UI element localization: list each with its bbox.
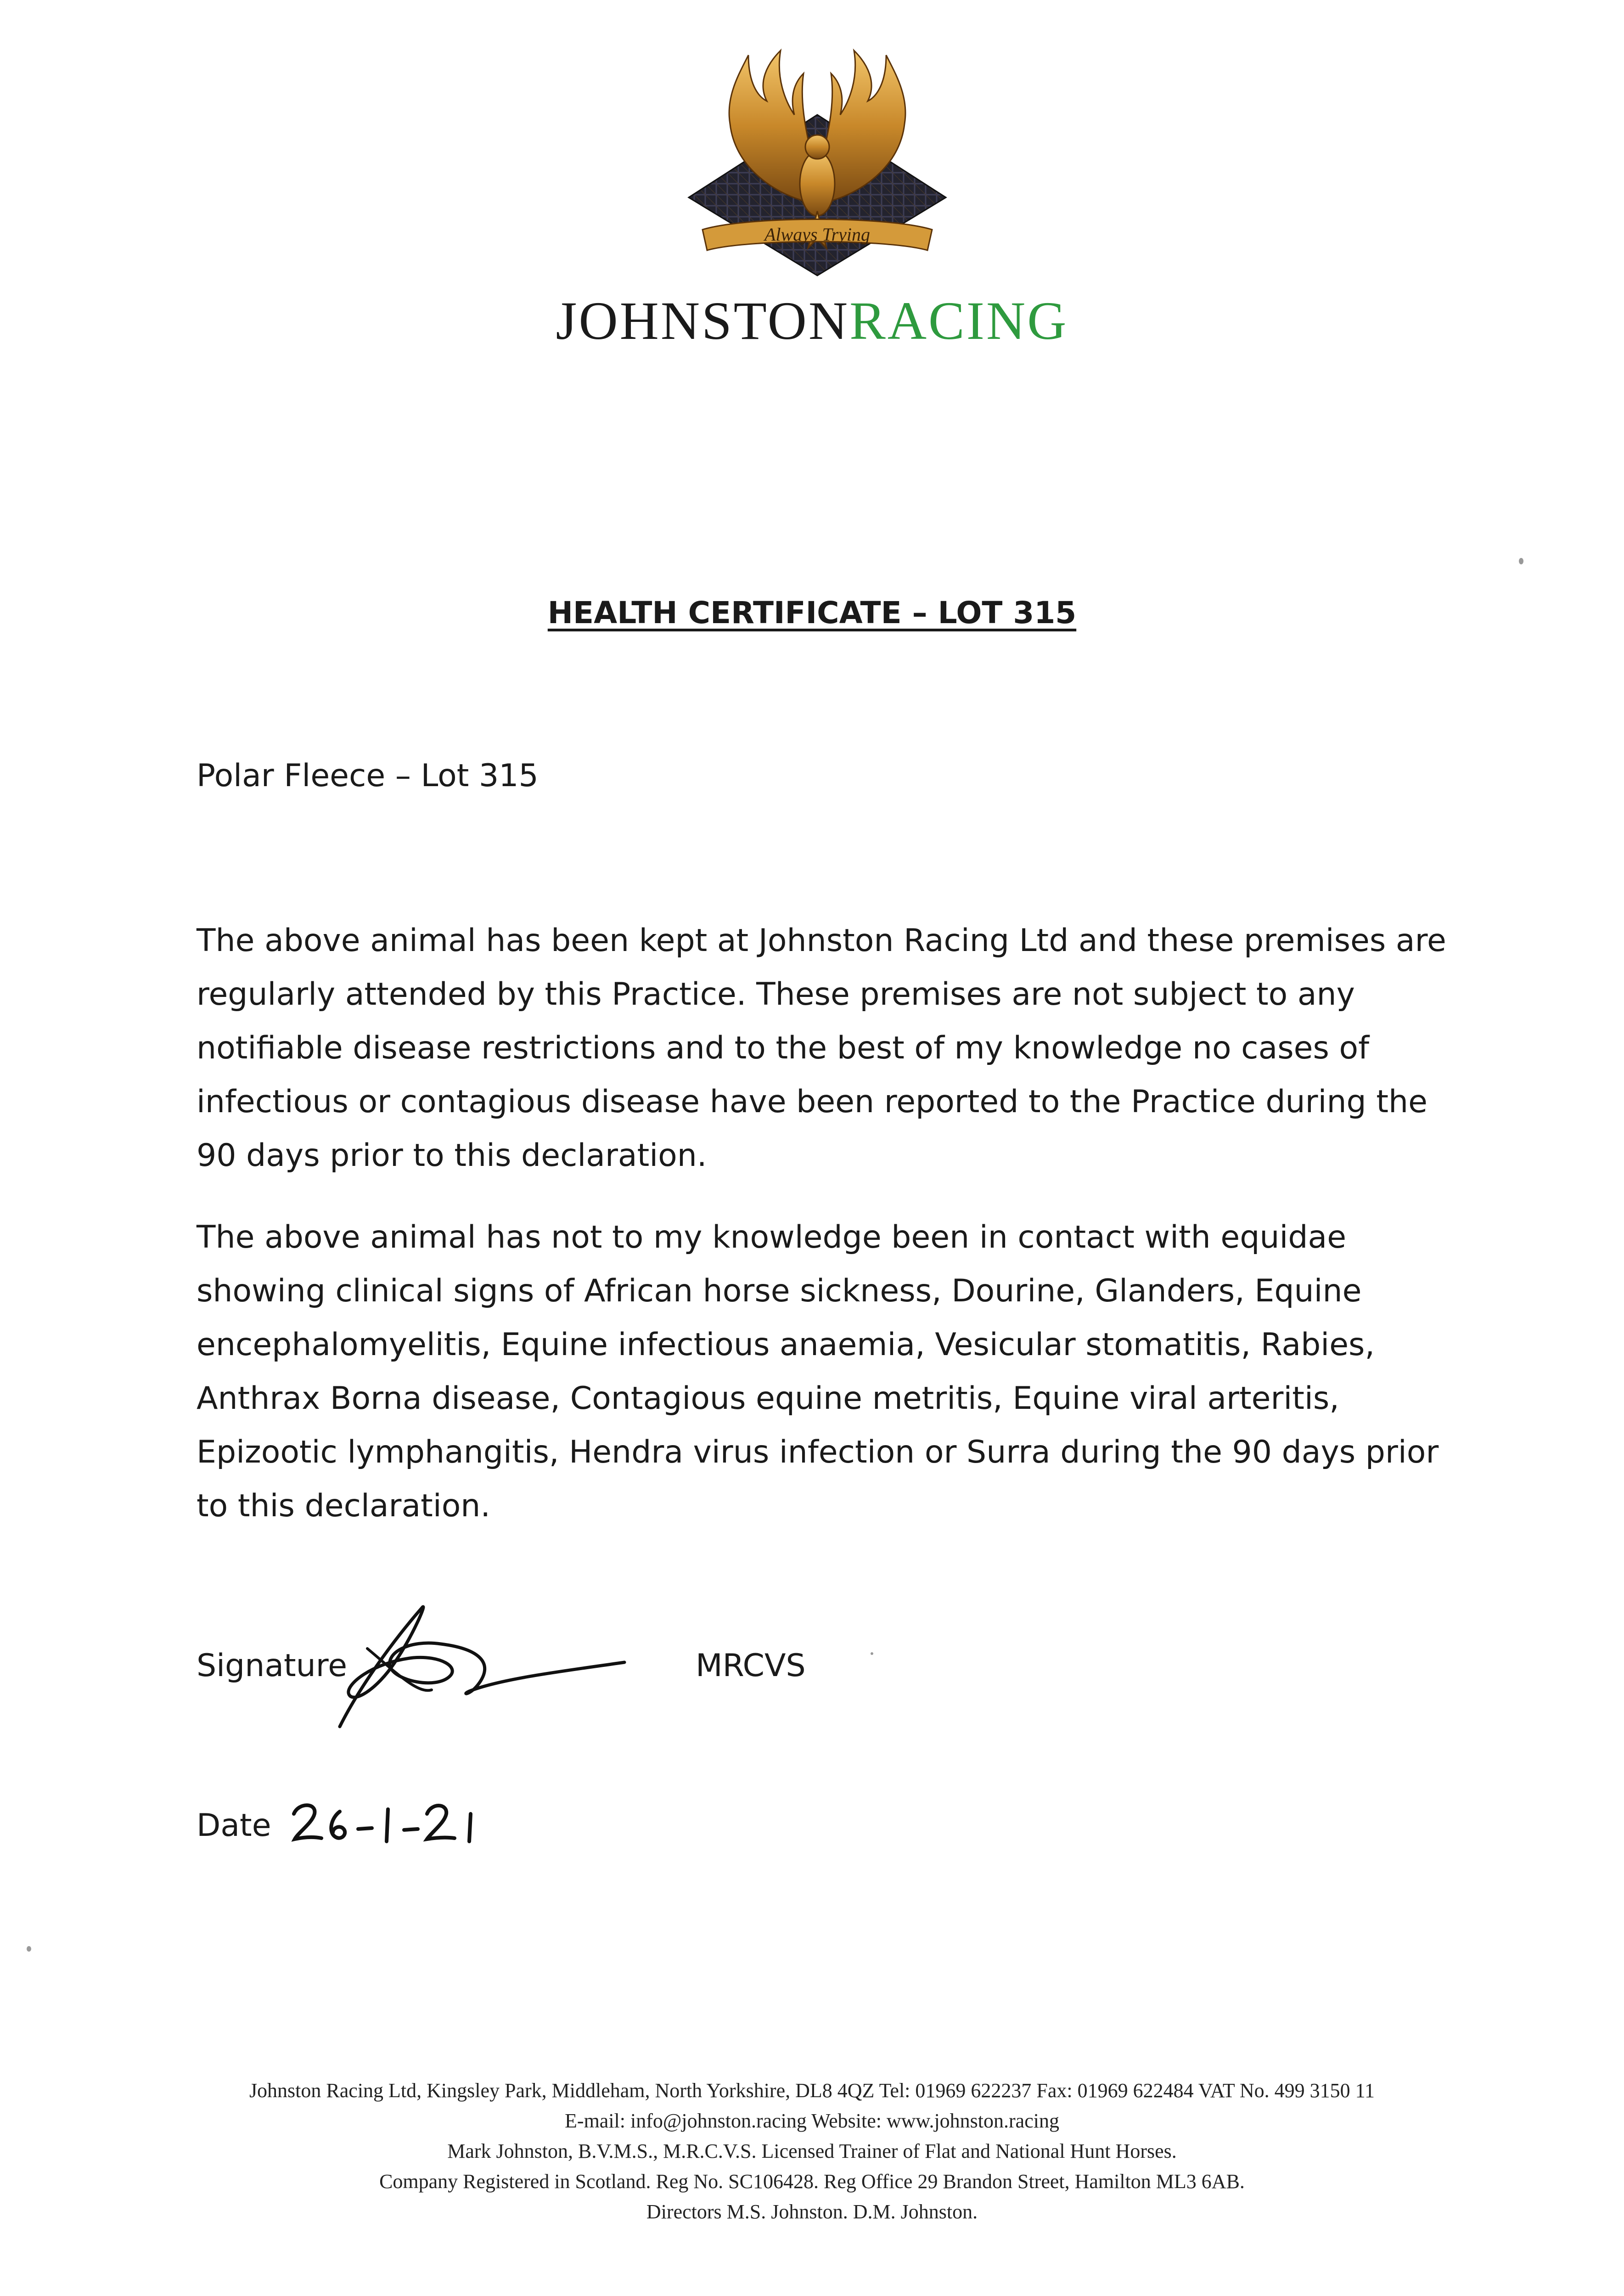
scan-speck [1519, 558, 1523, 564]
handwritten-date [289, 1793, 482, 1848]
signature-label: Signature [197, 1648, 348, 1684]
brand-part-racing: RACING [849, 291, 1068, 351]
footer-trainer-line: Mark Johnston, B.V.M.S., M.R.C.V.S. Licensed Trainer of Flat and National Hunt Horses. [447, 2140, 1177, 2162]
brand-name [0, 291, 1624, 351]
logo-motto: Always Trying [764, 224, 871, 245]
footer-contact-line: E-mail: info@johnston.racing Website: www.johnston.racing [565, 2110, 1059, 2132]
scan-speck [27, 1946, 31, 1952]
company-logo [634, 46, 1001, 303]
company-footer [0, 2076, 1624, 2227]
phoenix-emblem-icon [634, 46, 1001, 303]
brand-part-johnston: JOHNSTON [556, 291, 850, 351]
qualification-mrcvs: MRCVS [696, 1648, 806, 1684]
certificate-title: HEALTH CERTIFICATE – LOT 315 [547, 595, 1077, 630]
declaration-paragraph-1: The above animal has been kept at Johnston Racing Ltd and these premises are regularly attended by this Practice. These premises are not subject to any notifiable disease restrictions and to the best of my knowledge no cases of infectious or contagious disease have been reported to the Practice during the 90 days prior to this declaration. [197, 923, 1446, 1174]
footer-registration-line: Company Registered in Scotland. Reg No. SC106428. Reg Office 29 Brandon Street, Hamilton ML3 6AB. [379, 2170, 1245, 2193]
footer-directors-line: Directors M.S. Johnston. D.M. Johnston. [646, 2200, 978, 2223]
lot-line: Polar Fleece – Lot 315 [197, 758, 539, 794]
date-label: Date [197, 1807, 271, 1844]
handwritten-signature [321, 1580, 643, 1745]
scan-speck [871, 1652, 873, 1655]
declaration-paragraph-2: The above animal has not to my knowledge been in contact with equidae showing clinical signs of African horse sickness, Dourine, Glanders, Equine encephalomyelitis, Equine infectious anaemia, Vesicular stomatitis, Rabies, Anthrax Borna disease, Contagious equine metritis, Equine viral arteritis, Epizootic lymphangitis, Hendra virus infection or Surra during the 90 days prior to this declaration. [197, 1219, 1439, 1524]
footer-address-line: Johnston Racing Ltd, Kingsley Park, Middleham, North Yorkshire, DL8 4QZ Tel: 01969 622237 Fax: 01969 622484 VAT No. 499 3150 11 [249, 2079, 1375, 2102]
